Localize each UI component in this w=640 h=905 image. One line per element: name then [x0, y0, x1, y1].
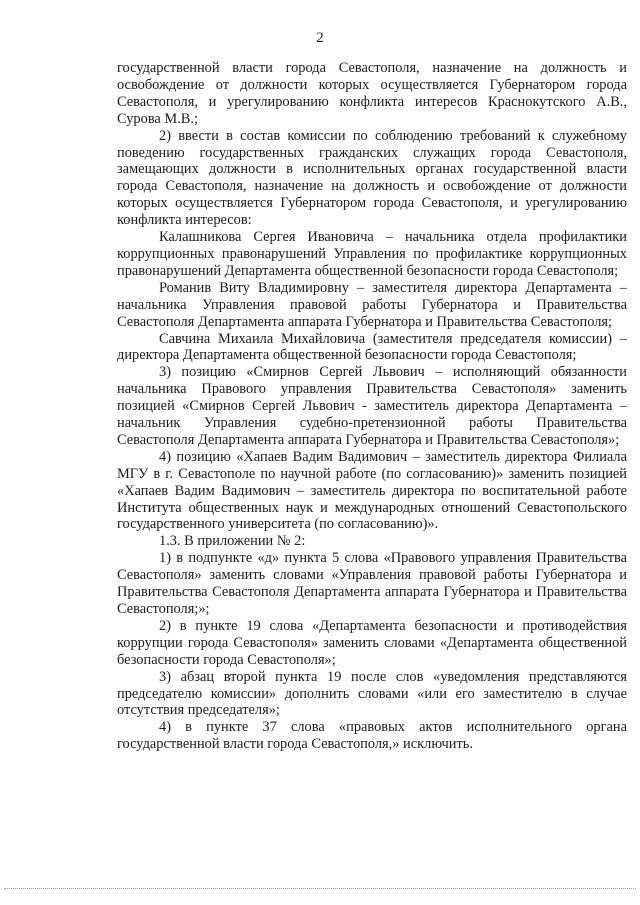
paragraph-continuation: государственной власти города Севастополя, назначение на должность и освобождение от должности которых осуществляется Губернатором города Севастополя, и урегулированию конфликта интересов Краснокутского А.В., Сурова М.В.;	[117, 60, 627, 127]
paragraph-item-2: 2) ввести в состав комиссии по соблюдению требований к служебному поведению государственных гражданских служащих города Севастополя, замещающих должности в исполнительных органах государственной власти города Севастополя, назначение на должность и освобождение от должности которых осуществляется Губернатором города Севастополя, и урегулированию конфликта интересов:	[117, 127, 627, 229]
paragraph-section-1-3: 1.3. В приложении № 2:	[159, 533, 306, 550]
paragraph-annex2-item-3: 3) абзац второй пункта 19 после слов «уведомления представляются председателю комиссии» дополнить словами «или его заместителю в случае отсутствия председателя»;	[117, 668, 627, 719]
paragraph-item-3: 3) позицию «Смирнов Сергей Львович – исполняющий обязанности начальника Правового управления Правительства Севастополя» заменить позицией «Смирнов Сергей Львович - заместитель директора Департамента – начальник Управления судебно-претензионной работы Правительства Севастополя Департамента аппарата Губернатора и Правительства Севастополя»;	[117, 364, 627, 448]
paragraph-member-romaniv: Романив Виту Владимировну – заместителя директора Департамента – начальника Управления правовой работы Губернатора и Правительства Севастополя Департамента аппарата Губернатора и Правительства Севастополя;	[117, 279, 627, 330]
page-number: 2	[316, 30, 324, 46]
paragraph-member-kalashnikov: Калашникова Сергея Ивановича – начальника отдела профилактики коррупционных правонарушений Управления по профилактике коррупционных правонарушений Департамента общественной безопасности города Севастополя;	[117, 229, 627, 279]
footer-divider	[4, 888, 636, 889]
paragraph-annex2-item-4: 4) в пункте 37 слова «правовых актов исполнительного органа государственной власти города Севастополя,» исключить.	[117, 719, 627, 753]
paragraph-annex2-item-1: 1) в подпункте «д» пункта 5 слова «Правового управления Правительства Севастополя» заменить словами «Управления правовой работы Губернатора и Правительства Севастополя Департамента аппарата Губернатора и Правительства Севастополя;»;	[117, 550, 627, 617]
paragraph-annex2-item-2: 2) в пункте 19 слова «Департамента безопасности и противодействия коррупции города Севастополя» заменить словами «Департамента общественной безопасности города Севастополя»;	[117, 617, 627, 668]
paragraph-item-4: 4) позицию «Хапаев Вадим Вадимович – заместитель директора Филиала МГУ в г. Севастополе по научной работе (по согласованию)» заменить позицией «Хапаев Вадим Вадимович – заместитель директора по воспитательной работе Института общественных наук и международных отношений Севастопольского государственного университета (по согласованию)».	[117, 448, 627, 533]
document-body	[117, 60, 627, 753]
paragraph-member-savchin: Савчина Михаила Михайловича (заместителя председателя комиссии) – директора Департамента общественной безопасности города Севастополя;	[117, 330, 627, 364]
